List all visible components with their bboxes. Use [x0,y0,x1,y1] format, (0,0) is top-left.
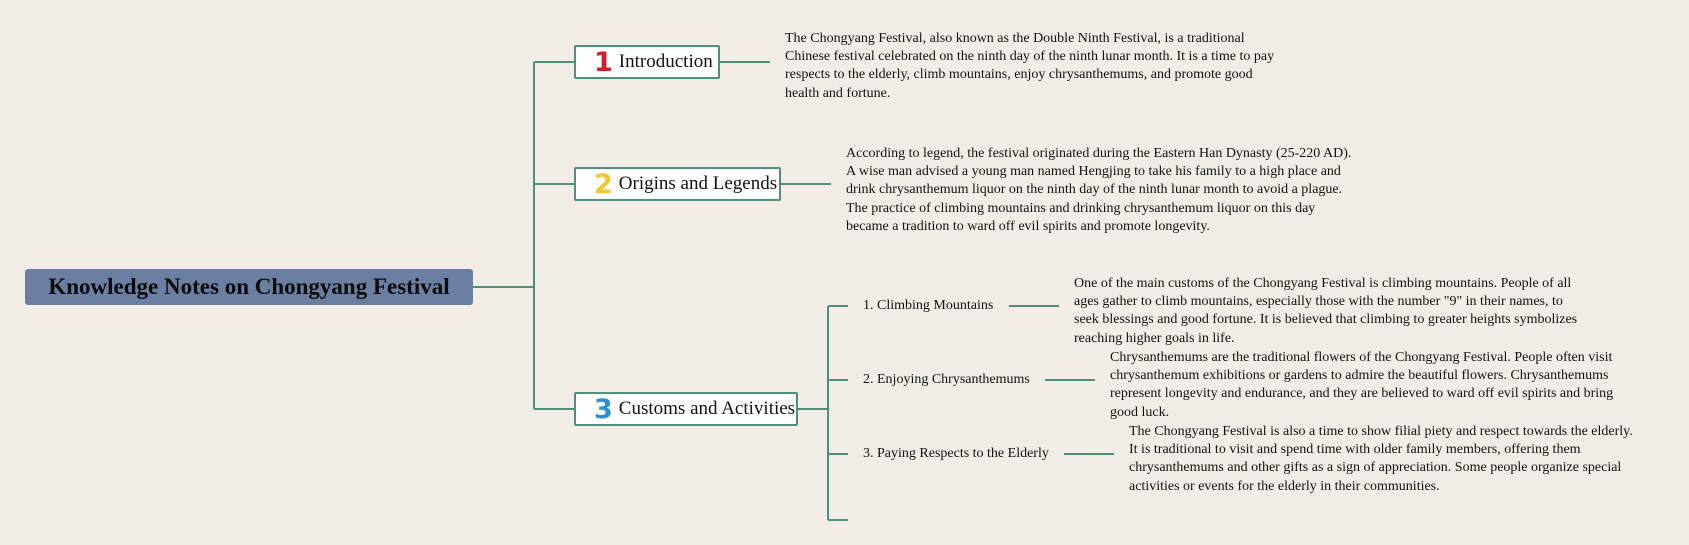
subtopic-paying-respects[interactable]: 3. Paying Respects to the Elderly [863,446,1049,461]
number-two-icon: 2 [594,168,613,200]
paying-respects-description: The Chongyang Festival is also a time to show filial piety and respect towards the elderly. It is traditional to visit and spend time with older family members, offering them chrysanthemums and other gifts as a sign of appreciation. Some people organize special activities or events for the elderly in their communities. [1129,424,1633,494]
branch-label: Origins and Legends [618,173,778,194]
branch-customs-activities[interactable] [574,392,798,426]
root-topic[interactable] [25,269,473,305]
subtopic-climbing-mountains[interactable]: 1. Climbing Mountains [863,298,994,313]
root-title: Knowledge Notes on Chongyang Festival [48,274,450,299]
branch-label: Introduction [618,51,713,72]
branch-label: Customs and Activities [618,398,796,419]
branch-introduction[interactable] [574,45,720,79]
chrysanthemums-description: Chrysanthemums are the traditional flowers of the Chongyang Festival. People often visit chrysanthemum exhibitions or gardens to admire the beautiful flowers. Chrysanthemums represent longevity and endurance, and they are believed to ward off evil spirits and bring good luck. [1110,350,1614,420]
branch-origins-legends[interactable] [574,167,781,201]
origins-description: According to legend, the festival originated during the Eastern Han Dynasty (25-220 AD). A wise man advised a young man named Hengjing to take his family to a high place and drink chrysanthemum liquor on the ninth day of the ninth lunar month to avoid a plague. The practice of climbing mountains and drinking chrysanthemum liquor on this day became a tradition to ward off evil spirits and promote longevity. [846,146,1352,234]
introduction-description: The Chongyang Festival, also known as the Double Ninth Festival, is a traditional Chinese festival celebrated on the ninth day of the ninth lunar month. It is a time to pay respects to the elderly, climb mountains, enjoy chrysanthemums, and promote good health and fortune. [785,31,1275,101]
number-three-icon: 3 [594,393,613,425]
number-one-icon: 1 [594,46,613,78]
climbing-mountains-description: One of the main customs of the Chongyang Festival is climbing mountains. People of all ages gather to climb mountains, especially those with the number "9" in their names, to seek blessings and good fortune. It is believed that climbing to greater heights symbolizes reaching higher goals in life. [1074,276,1578,346]
subtopic-enjoying-chrysanthemums[interactable]: 2. Enjoying Chrysanthemums [863,372,1030,387]
